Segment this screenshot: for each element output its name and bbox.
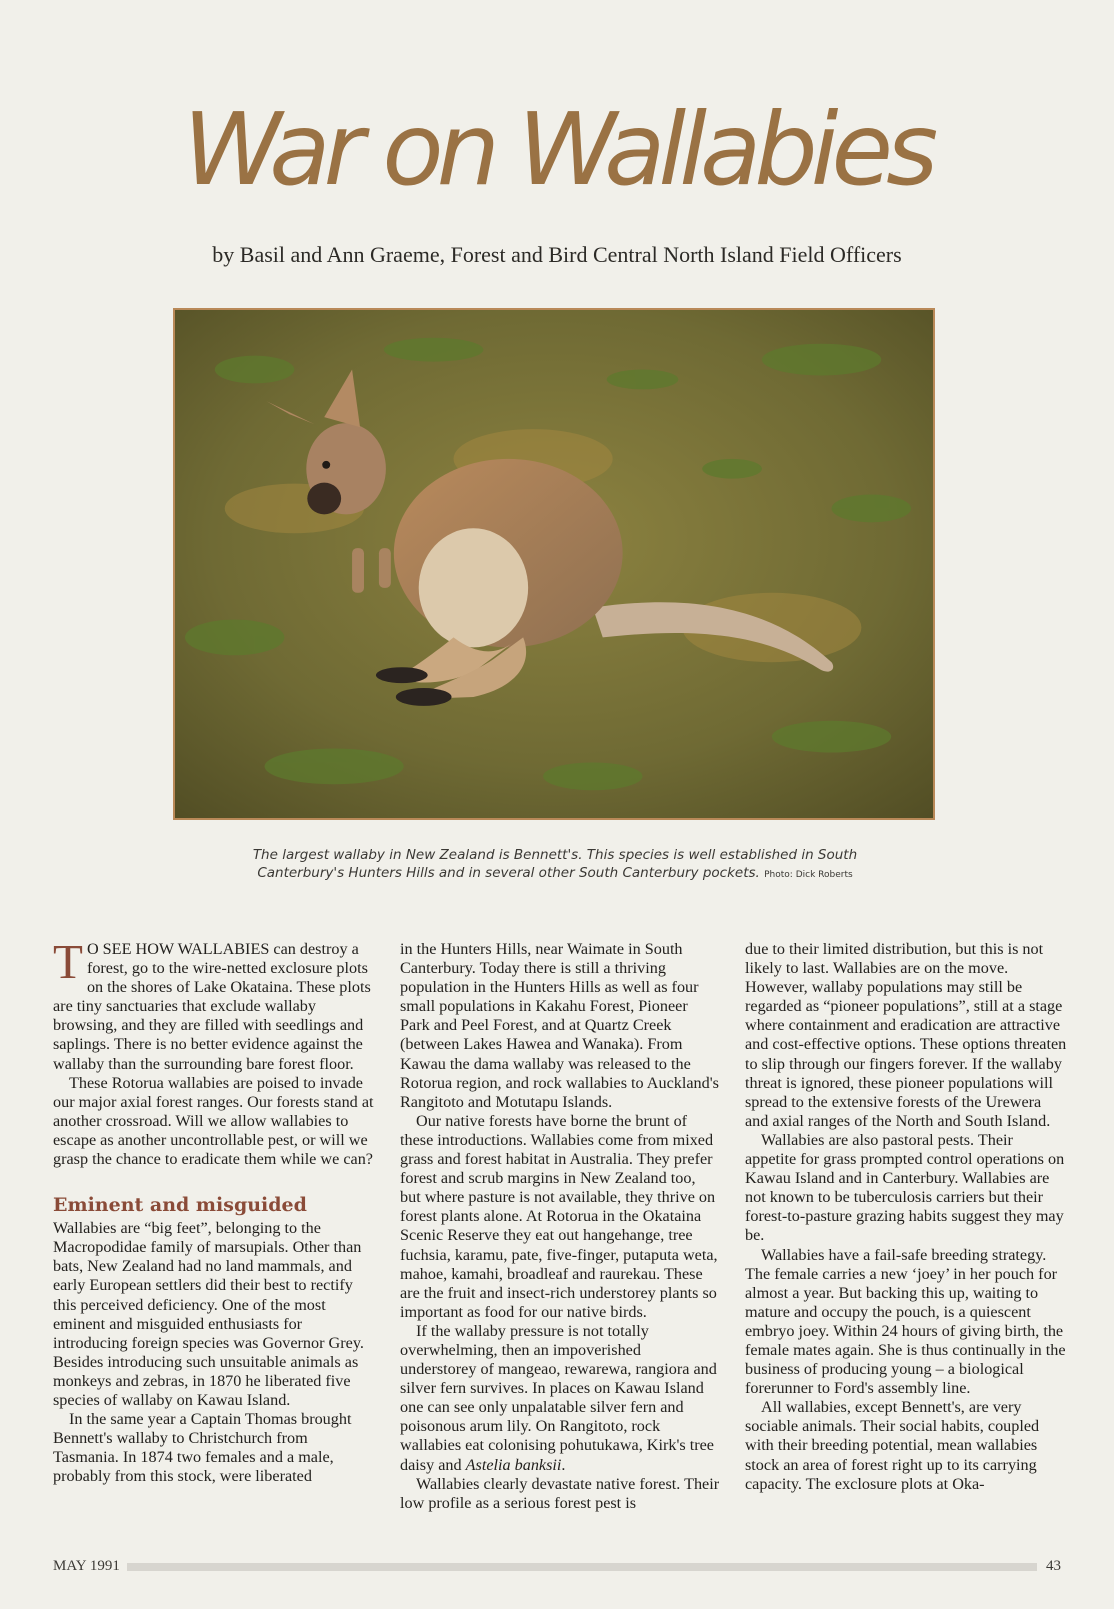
paragraph: Wallabies have a fail-safe breeding strategy. The female carries a new ‘joey’ in her pouch for almost a year. But backing this up, waiting to mature and occupy the pouch, is a quiescent embryo joey. Within 24 hours of giving birth, the female mates again. She is thus continually in the business of producing young – a biological forerunner to Ford's assembly line. [745,1245,1066,1398]
wallaby-illustration [175,310,933,818]
caption-line-2: Canterbury's Hunters Hills and in several other South Canterbury pockets. [257,865,760,881]
paragraph: T O SEE HOW WALLABIES can destroy a forest, go to the wire-netted exclosure plots on the shores of Lake Okataina. These plots are tiny sanctuaries that exclude wallaby browsing, and they are filled with seedlings and saplings. There is no better evidence against the wallaby than the surrounding bare forest floor. [53,934,371,1073]
paragraph: In the same year a Captain Thomas brought Bennett's wallaby to Christchurch from Tasmania. In 1874 two females and a male, probably from this stock, were liberated [53,1410,352,1486]
footer-rule [127,1563,1037,1571]
page-number: 43 [1046,1558,1061,1574]
paragraph: Wallabies are also pastoral pests. Their appetite for grass prompted control operations on Kawau Island and in Canterbury. Wallabies are not known to be tuberculosis carriers but their forest-to-pasture grazing habits suggest they may be. [745,1130,1065,1245]
article-byline: by Basil and Ann Graeme, Forest and Bird Central North Island Field Officers [212,242,902,267]
paragraph: due to their limited distribution, but this is not likely to last. Wallabies are on the move. However, wallaby populations may still be regarded as “pioneer populations”, still at a stage where containment and eradication are attractive and cost-effective options. These options threaten to slip through our fingers forever. If the wallaby threat is ignored, these pioneer populations will spread to the extensive forests of the Urewera and axial ranges of the North and South Island. [745,940,1067,1130]
paragraph: in the Hunters Hills, near Waimate in South Canterbury. Today there is still a thriving population in the Hunters Hills as well as four small populations in Kakahu Forest, Pioneer Park and Peel Forest, and at Quartz Creek (between Lakes Hawea and Wanaka). From Kawau the dama wallaby was released to the Rotorua region, and rock wallabies to Auckland's Rangitoto and Motutapu Islands. [400,940,719,1111]
paragraph: Wallabies clearly devastate native forest. Their low profile as a serious forest pest is [400,1474,720,1512]
paragraph: These Rotorua wallabies are poised to invade our major axial forest ranges. Our forests stand at another crossroad. Will we allow wallabies to escape as another uncontrollable pest, or will we grasp the chance to eradicate them while we can? [53,1073,374,1169]
caption-line-1: The largest wallaby in New Zealand is Bennett's. This species is well established in South [252,847,858,863]
issue-date: MAY 1991 [53,1558,120,1574]
section-heading: Eminent and misguided [53,1194,307,1217]
page-footer [53,1558,1061,1576]
text-column-3 [745,940,1067,1494]
paragraph: All wallabies, except Bennett's, are very sociable animals. Their social habits, coupled with their breeding potential, mean wallabies stock an area of forest right up to its carrying capacity. The exclosure plots at Oka- [745,1398,1040,1493]
text-column-1 [53,934,375,1486]
wallaby-photo [173,308,935,820]
paragraph: If the wallaby pressure is not totally overwhelming, then an impoverished understorey of mangeao, rewarewa, rangiora and silver fern survives. In places on Kawau Island one can see only unpalatable silver fern and poisonous arum lily. On Rangitoto, rock wallabies eat colonising pohutukawa, Kirk's tree daisy and Astelia banksii. [400,1321,717,1474]
article-title: War on Wallabies [182,91,932,208]
paragraph: Wallabies are “big feet”, belonging to the Macropodidae family of marsupials. Other than bats, New Zealand had no land mammals, and early European settlers did their best to rectify this perceived deficiency. One of the most eminent and misguided enthusiasts for introducing foreign species was Governor Grey. Besides introducing such unsuitable animals as monkeys and zebras, in 1870 he liberated five species of wallaby on Kawau Island. [53,1219,364,1409]
drop-cap: T [53,934,83,989]
photo-credit: Photo: Dick Roberts [764,870,853,880]
text-column-2 [400,940,720,1513]
paragraph: Our native forests have borne the brunt of these introductions. Wallabies come from mixed grass and forest habitat in Australia. They prefer forest and scrub margins in New Zealand too, but where pasture is not available, they thrive on forest plants alone. At Rotorua in the Okataina Scenic Reserve they eat out hangehange, tree fuchsia, karamu, pate, five-finger, putaputa weta, mahoe, kamahi, broadleaf and raurekau. These are the fruit and insect-rich understorey plants so important as food for our native birds. [400,1111,718,1321]
photo-caption [200,846,910,884]
